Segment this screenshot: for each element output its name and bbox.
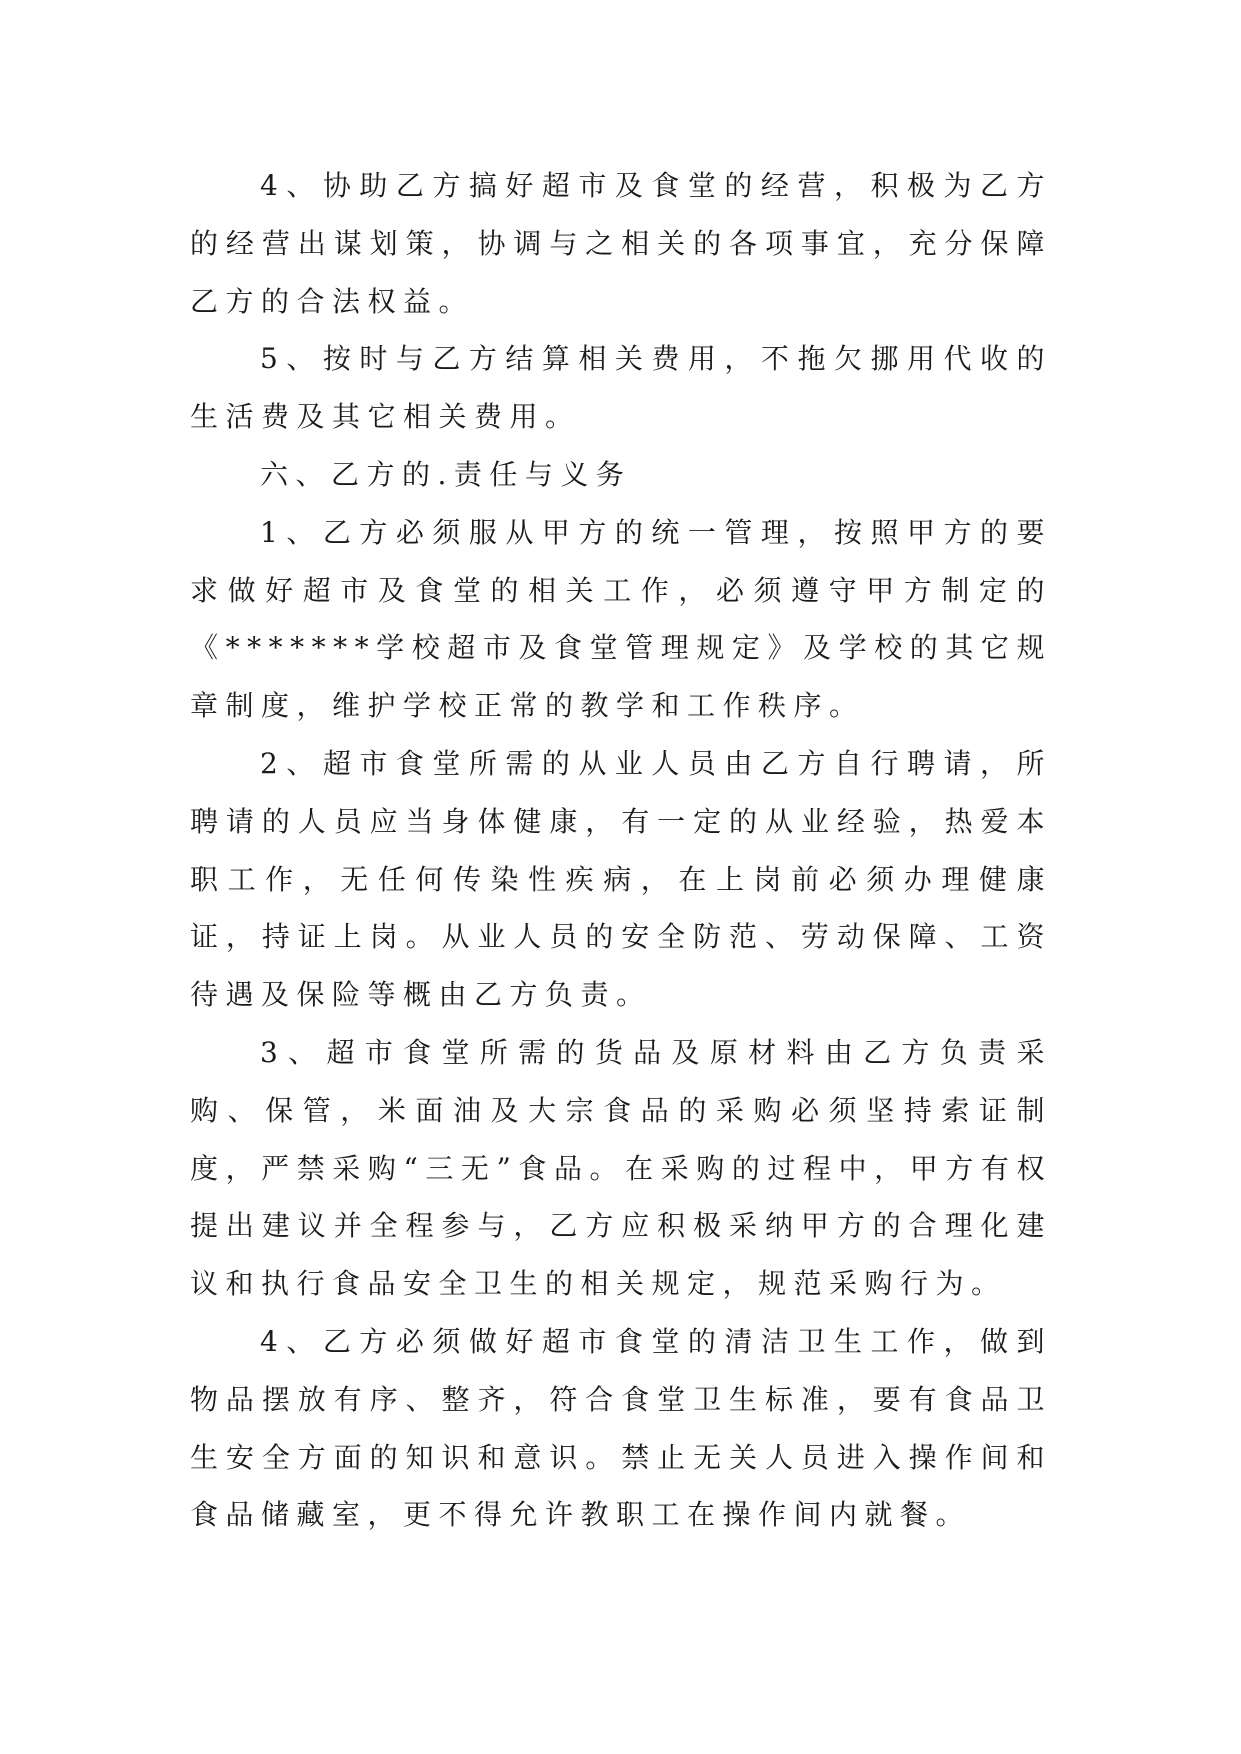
paragraph-6: 4、乙方必须做好超市食堂的清洁卫生工作，做到物品摆放有序、整齐，符合食堂卫生标准，要有食品卫生安全方面的知识和意识。禁止无关人员进入操作间和食品储藏室，更不得允许教职工在操作间内就餐。 (190, 1324, 1052, 1532)
paragraph-3: 1、乙方必须服从甲方的统一管理，按照甲方的要求做好超市及食堂的相关工作，必须遵守甲方制定的《*******学校超市及食堂管理规定》及学校的其它规章制度，维护学校正常的教学和工作秩序。 (190, 515, 1052, 723)
paragraph-1: 4、协助乙方搞好超市及食堂的经营，积极为乙方的经营出谋划策，协调与之相关的各项事宜，充分保障乙方的合法权益。 (190, 169, 1052, 318)
document-body (190, 157, 1052, 1544)
paragraph-5: 3、超市食堂所需的货品及原材料由乙方负责采购、保管，米面油及大宗食品的采购必须坚持索证制度，严禁采购“三无”食品。在采购的过程中，甲方有权提出建议并全程参与，乙方应积极采纳甲方的合理化建议和执行食品安全卫生的相关规定，规范采购行为。 (190, 1035, 1052, 1301)
section-heading: 六、乙方的.责任与义务 (260, 457, 632, 491)
paragraph-2: 5、按时与乙方结算相关费用，不拖欠挪用代收的生活费及其它相关费用。 (190, 342, 1052, 434)
paragraph-4: 2、超市食堂所需的从业人员由乙方自行聘请，所聘请的人员应当身体健康，有一定的从业经验，热爱本职工作，无任何传染性疾病，在上岗前必须办理健康证，持证上岗。从业人员的安全防范、劳动保障、工资待遇及保险等概由乙方负责。 (190, 746, 1052, 1012)
